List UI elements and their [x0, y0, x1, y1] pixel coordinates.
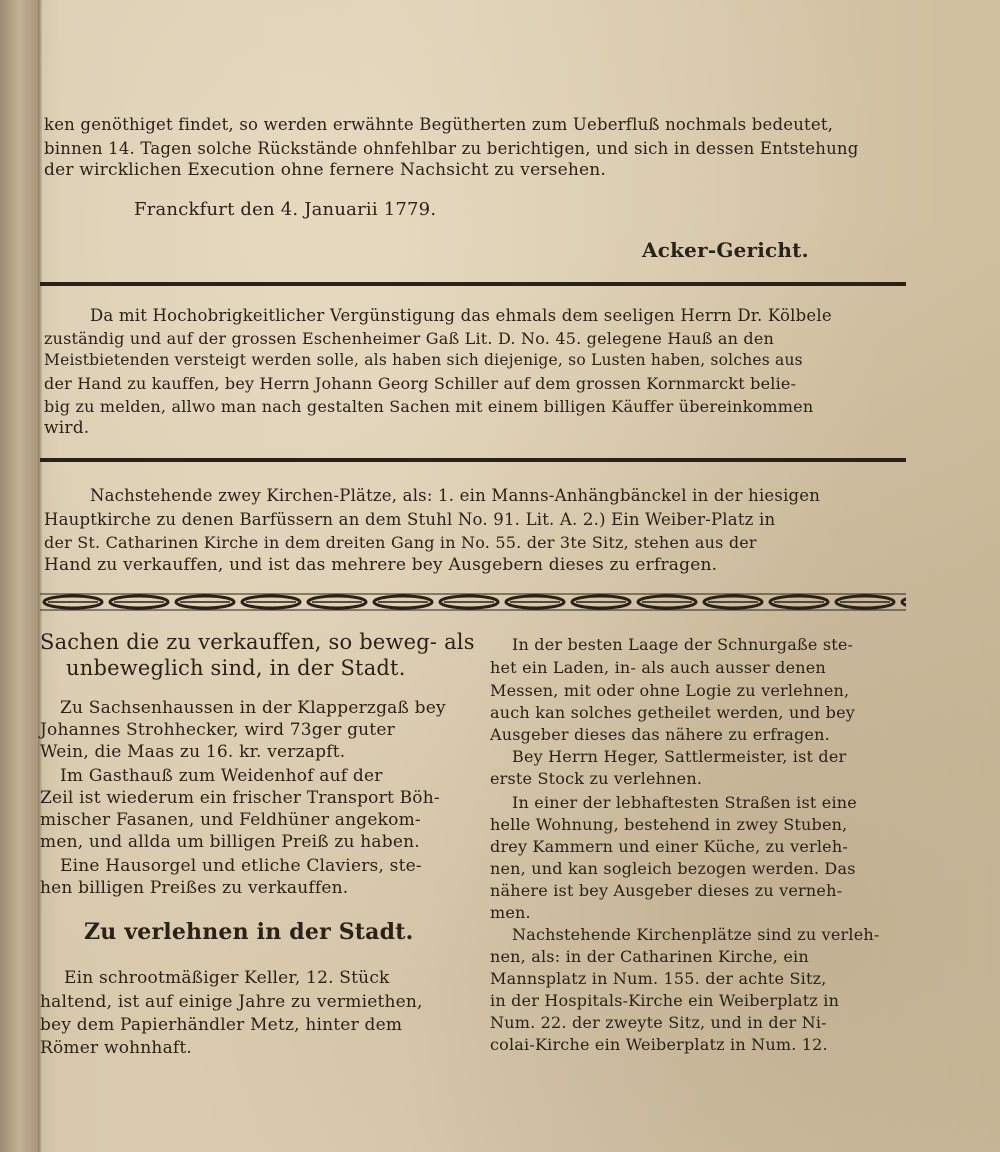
signature: Acker-Gericht. — [642, 238, 809, 262]
text-line: Wein, die Maas zu 16. kr. verzapft. — [40, 742, 346, 762]
text-line: binnen 14. Tagen solche Rückstände ohnfehlbar zu berichtigen, und sich in dessen Entstehung — [44, 139, 859, 158]
text-line: Meistbietenden versteigt werden solle, als haben sich diejenige, so Lusten haben, solches aus — [44, 351, 803, 369]
text-line: hen billigen Preißes zu verkauffen. — [40, 878, 349, 898]
text-line: Eine Hausorgel und etliche Claviers, ste- — [60, 856, 422, 876]
text-line: Zu Sachsenhaussen in der Klapperzgaß bey — [60, 698, 446, 718]
text-line: zuständig und auf der grossen Eschenheimer Gaß Lit. D. No. 45. gelegene Hauß an den — [44, 329, 775, 348]
page-fold — [38, 0, 42, 1152]
divider-rule — [40, 282, 906, 286]
text-line: Ausgeber dieses das nähere zu erfragen. — [490, 725, 830, 744]
section-heading: unbeweglich sind, in der Stadt. — [66, 656, 406, 680]
text-line: haltend, ist auf einige Jahre zu vermiethen, — [40, 992, 423, 1012]
text-line: Bey Herrn Heger, Sattlermeister, ist der — [512, 747, 847, 766]
text-line: nen, und kan sogleich bezogen werden. Das — [490, 859, 856, 878]
book-spine — [0, 0, 38, 1152]
section-heading: Sachen die zu verkauffen, so beweg- als — [40, 630, 475, 654]
text-line: nen, als: in der Catharinen Kirche, ein — [490, 947, 809, 966]
text-line: Messen, mit oder ohne Logie zu verlehnen, — [490, 681, 850, 700]
text-line: der St. Catharinen Kirche in dem dreiten Gang in No. 55. der 3te Sitz, stehen aus der — [44, 533, 757, 552]
section-subheading: Zu verlehnen in der Stadt. — [84, 919, 414, 945]
text-line: Hand zu verkauffen, und ist das mehrere bey Ausgebern dieses zu erfragen. — [44, 555, 718, 575]
text-line: in der Hospitals-Kirche ein Weiberplatz in — [490, 991, 840, 1010]
text-line: nähere ist bey Ausgeber dieses zu verneh- — [490, 881, 843, 900]
text-line: der Hand zu kauffen, bey Herrn Johann Georg Schiller auf dem grossen Kornmarckt belie- — [44, 374, 797, 393]
text-line: mischer Fasanen, und Feldhüner angekom- — [40, 810, 421, 830]
text-line: Nachstehende zwey Kirchen-Plätze, als: 1. ein Manns-Anhängbänckel in der hiesigen — [90, 486, 821, 505]
text-line: colai-Kirche ein Weiberplatz in Num. 12. — [490, 1035, 828, 1054]
text-line: drey Kammern und einer Küche, zu verleh- — [490, 837, 848, 856]
text-line: der wircklichen Execution ohne fernere Nachsicht zu versehen. — [44, 160, 607, 180]
text-line: erste Stock zu verlehnen. — [490, 769, 703, 788]
text-line: Mannsplatz in Num. 155. der achte Sitz, — [490, 969, 827, 988]
dateline: Franckfurt den 4. Januarii 1779. — [134, 199, 437, 220]
text-line: Hauptkirche zu denen Barfüssern an dem Stuhl No. 91. Lit. A. 2.) Ein Weiber-Platz in — [44, 510, 776, 529]
text-line: auch kan solches getheilet werden, und bey — [490, 703, 856, 722]
text-line: In einer der lebhaftesten Straßen ist eine — [512, 793, 857, 812]
text-line: Da mit Hochobrigkeitlicher Vergünstigung das ehmals dem seeligen Herrn Dr. Kölbele — [90, 306, 832, 325]
divider-rule — [40, 458, 906, 462]
text-line: men, und allda um billigen Preiß zu haben. — [40, 832, 420, 852]
text-line: het ein Laden, in- als auch ausser denen — [490, 658, 826, 677]
text-line: Nachstehende Kirchenplätze sind zu verleh- — [512, 925, 880, 944]
text-line: Im Gasthauß zum Weidenhof auf der — [60, 766, 383, 786]
text-line: men. — [490, 903, 531, 922]
text-line: Johannes Strohhecker, wird 73ger guter — [40, 720, 395, 740]
text-line: Römer wohnhaft. — [40, 1038, 193, 1058]
text-line: helle Wohnung, bestehend in zwey Stuben, — [490, 815, 848, 834]
ornamental-divider — [40, 591, 906, 613]
text-line: ken genöthiget findet, so werden erwähnte Begütherten zum Ueberfluß nochmals bedeutet, — [44, 115, 834, 134]
text-line: Zeil ist wiederum ein frischer Transport Böh- — [40, 788, 440, 808]
text-line: In der besten Laage der Schnurgaße ste- — [512, 635, 854, 654]
text-line: big zu melden, allwo man nach gestalten Sachen mit einem billigen Käuffer übereinkommen — [44, 397, 814, 416]
text-line: wird. — [44, 418, 90, 438]
text-line: bey dem Papierhändler Metz, hinter dem — [40, 1015, 403, 1035]
text-line: Num. 22. der zweyte Sitz, und in der Ni- — [490, 1013, 827, 1032]
text-line: Ein schrootmäßiger Keller, 12. Stück — [64, 968, 390, 988]
